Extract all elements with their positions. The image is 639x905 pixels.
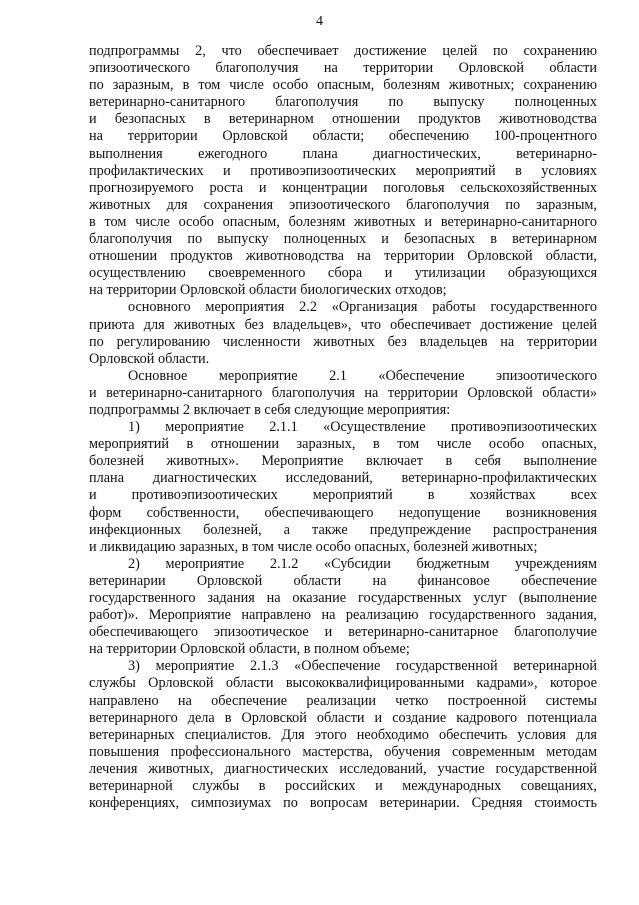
text-line: и ветеринарно-санитарного благополучия на территории Орловской области»	[89, 384, 597, 401]
text-line: форм собственности, обеспечивающего недопущение возникновения	[89, 504, 597, 521]
text-line: подпрограммы 2, что обеспечивает достижение целей по сохранению	[89, 43, 597, 59]
text-line: конференциях, симпозиумах по вопросам ветеринарии. Средняя стоимость	[89, 795, 597, 812]
text-line: ветеринарии Орловской области на финансовое обеспечение	[89, 572, 597, 589]
text-line: Основное мероприятие 2.1 «Обеспечение эпизоотического	[128, 367, 597, 384]
text-line: работ)». Мероприятие направлено на реализацию государственного задания,	[89, 607, 597, 624]
text-line: ветеринарно-санитарного благополучия по выпуску полноценных	[89, 94, 597, 111]
text-line: по регулированию численности животных без владельцев на территории	[89, 333, 597, 350]
text-line: направлено на обеспечение реализации четко построенной системы	[89, 692, 597, 709]
text-line: и ликвидацию заразных, в том числе особо опасных, болезней животных;	[89, 538, 538, 555]
text-line: государственного задания на оказание государственных услуг (выполнение	[89, 590, 597, 606]
text-line: профилактических и противоэпизоотических мероприятий в условиях	[89, 162, 597, 179]
text-line: 1) мероприятие 2.1.1 «Осуществление противоэпизоотических	[128, 419, 597, 436]
text-line: повышения профессионального мастерства, обучения современным методам	[89, 743, 597, 760]
text-line: на территории Орловской области, в полном объеме;	[89, 641, 410, 658]
text-line: ветеринарных специалистов. Для этого необходимо обеспечить условия для	[89, 726, 597, 743]
text-line: отношении продуктов животноводства на территории Орловской области,	[89, 248, 597, 265]
text-line: подпрограммы 2 включает в себя следующие мероприятия:	[89, 401, 451, 418]
text-line: обеспечивающего эпизоотическое и ветеринарно-санитарное благополучие	[89, 624, 597, 641]
text-line: эпизоотического благополучия на территории Орловской области	[89, 60, 597, 77]
text-line: благополучия по выпуску полноценных и безопасных в ветеринарном	[89, 231, 597, 248]
text-line: по заразным, в том числе особо опасным, болезням животных; сохранению	[89, 77, 597, 94]
text-line: ветеринарного дела в Орловской области и создание кадрового потенциала	[89, 709, 597, 726]
text-line: службы Орловской области высококвалифицированными кадрами», которое	[89, 675, 597, 692]
text-line: на территории Орловской области; обеспечению 100-процентного	[89, 128, 597, 145]
text-line: 2) мероприятие 2.1.2 «Субсидии бюджетным учреждениям	[128, 555, 597, 572]
text-line: лечения животных, диагностических исследований, участие государственной	[89, 760, 597, 777]
text-line: болезней животных». Мероприятие включает в себя выполнение	[89, 453, 597, 470]
text-line: осуществлению своевременного сбора и утилизации образующихся	[89, 265, 597, 282]
text-line: прогнозируемого роста и концентрации поголовья сельскохозяйственных	[89, 179, 597, 196]
text-line: выполнения ежегодного плана диагностических, ветеринарно-	[89, 145, 597, 162]
text-line: животных для сохранения эпизоотического благополучия по заразным,	[89, 196, 597, 213]
text-line: и противоэпизоотических мероприятий в хозяйствах всех	[89, 487, 597, 504]
text-line: основного мероприятия 2.2 «Организация работы государственного	[128, 299, 597, 316]
text-line: на территории Орловской области биологических отходов;	[89, 282, 447, 299]
text-line: инфекционных болезней, а также предупреждение распространения	[89, 521, 597, 538]
text-line: 3) мероприятие 2.1.3 «Обеспечение государственной ветеринарной	[128, 658, 597, 675]
text-line: и безопасных в ветеринарном отношении продуктов животноводства	[89, 111, 597, 128]
text-line: плана диагностических исследований, ветеринарно-профилактических	[89, 470, 597, 487]
text-line: Орловской области.	[89, 350, 210, 367]
text-line: в том числе особо опасным, болезням животных и ветеринарно-санитарного	[89, 213, 597, 230]
text-line: приюта для животных без владельцев», что обеспечивает достижение целей	[89, 316, 597, 333]
page-number: 4	[316, 14, 323, 29]
text-line: мероприятий в отношении заразных, в том числе особо опасных,	[89, 436, 597, 453]
body-text	[89, 43, 597, 812]
text-line: ветеринарной службы в российских и международных совещаниях,	[89, 778, 597, 795]
